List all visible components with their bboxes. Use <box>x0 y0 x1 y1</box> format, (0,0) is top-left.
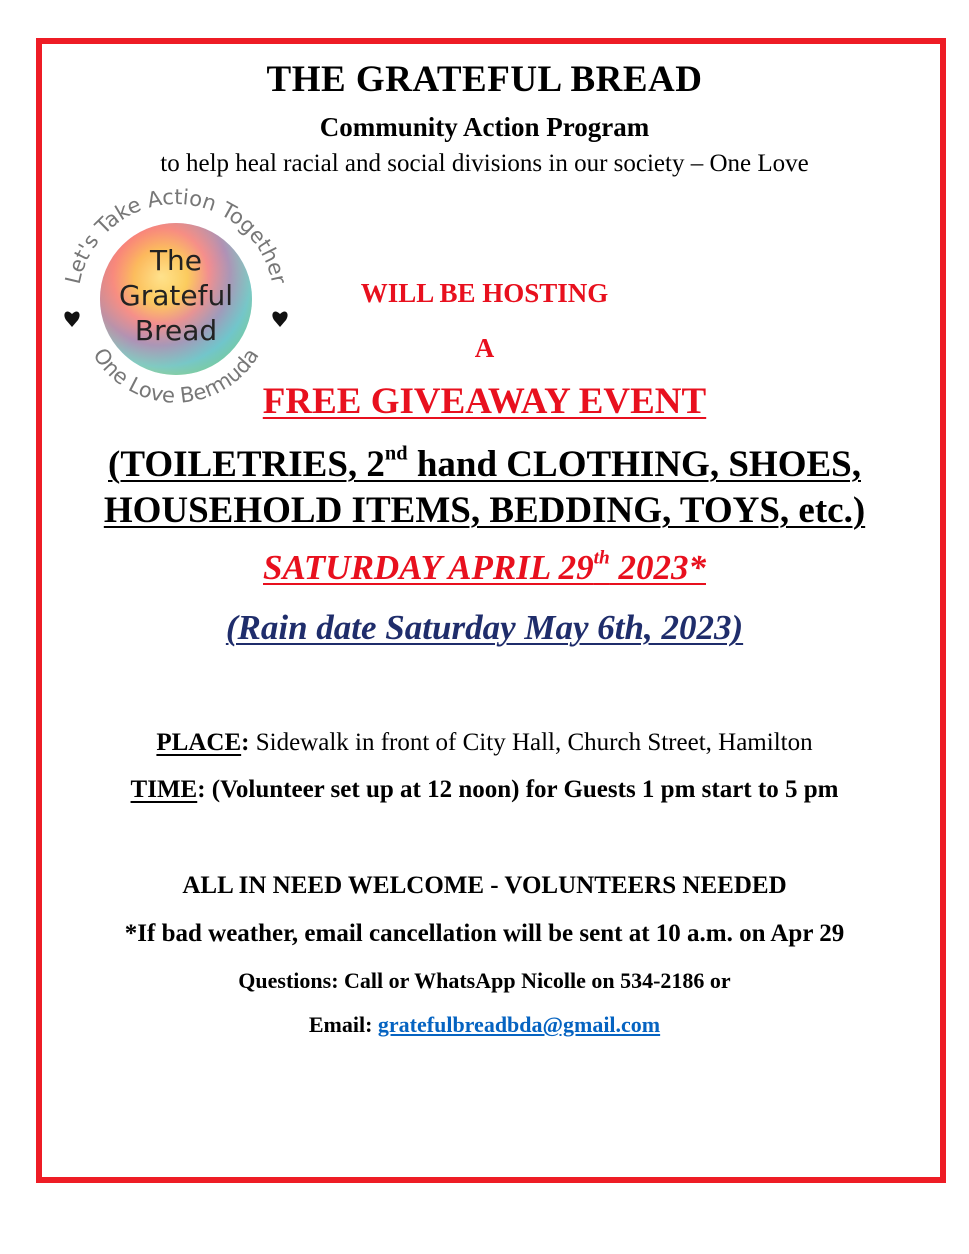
page-title: THE GRATEFUL BREAD <box>266 59 703 100</box>
email-label: Email: <box>308 1012 378 1037</box>
program-tagline: to help heal racial and social divisions in our society – One Love <box>160 150 809 177</box>
place-label: PLACE <box>156 729 242 756</box>
heart-icon-right <box>272 312 287 327</box>
items-line-2: HOUSEHOLD ITEMS, BEDDING, TOYS, etc.) <box>103 490 866 531</box>
heart-icon-left <box>64 312 79 327</box>
time-label: TIME <box>130 776 198 803</box>
event-date: SATURDAY APRIL 29th 2023* <box>263 547 706 587</box>
items-line-1: (TOILETRIES, 2nd hand CLOTHING, SHOES, <box>108 442 861 485</box>
weather-notice: *If bad weather, email cancellation will be sent at 10 a.m. on Apr 29 <box>124 920 845 947</box>
program-subtitle: Community Action Program <box>319 112 650 142</box>
logo-arc-top-text: Let's Take Action Together <box>60 184 292 287</box>
time-line <box>0 776 969 804</box>
email-link[interactable]: gratefulbreadbda@gmail.com <box>377 1012 661 1037</box>
logo-center-line3: Bread <box>134 314 218 347</box>
email-line <box>0 1012 969 1038</box>
logo-center-line1: The <box>149 244 203 277</box>
time-value: : (Volunteer set up at 12 noon) for Guests 1 pm start to 5 pm <box>197 776 839 803</box>
logo-arc-bottom-text: One Love Bermuda <box>88 343 264 408</box>
article-a-text: A <box>474 333 495 363</box>
rain-date: (Rain date Saturday May 6th, 2023) <box>225 608 744 647</box>
hosting-text: WILL BE HOSTING <box>360 278 609 308</box>
questions-text: Questions: Call or WhatsApp Nicolle on 534-2186 or <box>238 968 731 993</box>
logo-center-line2: Grateful <box>119 279 233 312</box>
event-name: FREE GIVEAWAY EVENT <box>262 381 707 422</box>
welcome-text: ALL IN NEED WELCOME - VOLUNTEERS NEEDED <box>182 872 787 899</box>
place-line: PLACE: Sidewalk in front of City Hall, Church Street, Hamilton <box>156 729 813 756</box>
place-value: Sidewalk in front of City Hall, Church Street, Hamilton <box>249 729 813 756</box>
